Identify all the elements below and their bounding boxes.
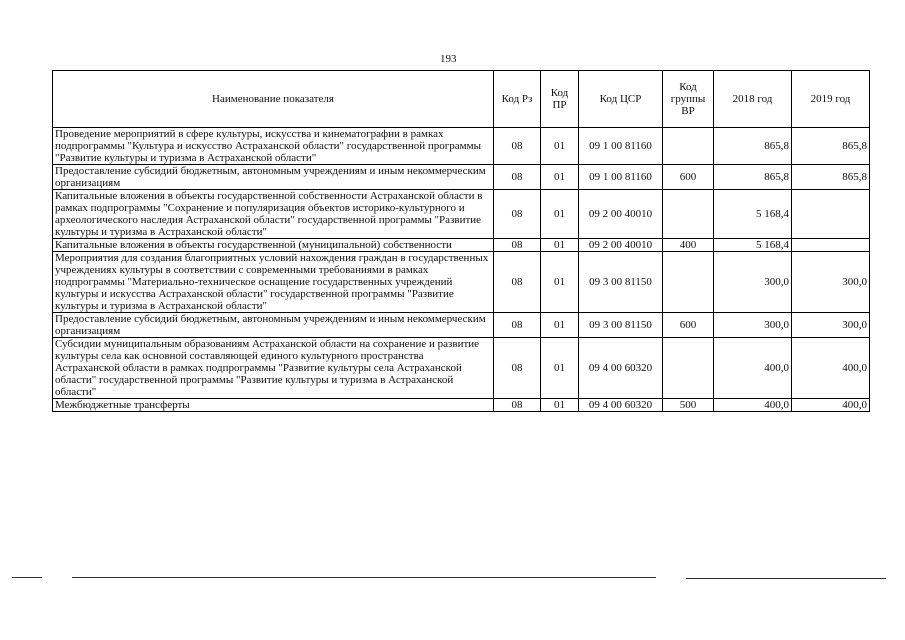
header-csr: Код ЦСР [579,71,663,128]
cell-csr: 09 4 00 60320 [579,399,663,412]
cell-vr [663,252,714,313]
cell-pr: 01 [541,165,579,190]
cell-2019: 300,0 [792,313,870,338]
cell-name: Предоставление субсидий бюджетным, автономным учреждениям и иным некоммерческим организациям [53,313,494,338]
header-name: Наименование показателя [53,71,494,128]
cell-2018: 300,0 [714,252,792,313]
cell-pr: 01 [541,399,579,412]
footer-rule-main [72,577,656,578]
cell-2018: 400,0 [714,338,792,399]
cell-vr: 400 [663,239,714,252]
header-rz: Код Рз [494,71,541,128]
table-row [53,165,870,190]
cell-2019: 865,8 [792,165,870,190]
cell-csr: 09 3 00 81150 [579,313,663,338]
cell-rz: 08 [494,128,541,165]
cell-name: Межбюджетные трансферты [53,399,494,412]
cell-vr: 600 [663,313,714,338]
table-row [53,252,870,313]
page-number: 193 [440,53,457,65]
table-row [53,313,870,338]
cell-pr: 01 [541,338,579,399]
cell-2018: 865,8 [714,128,792,165]
cell-csr: 09 3 00 81150 [579,252,663,313]
cell-2019: 400,0 [792,338,870,399]
cell-rz: 08 [494,399,541,412]
cell-vr [663,128,714,165]
header-2018: 2018 год [714,71,792,128]
cell-vr: 500 [663,399,714,412]
cell-2018: 400,0 [714,399,792,412]
header-vr: Код группы ВР [663,71,714,128]
cell-rz: 08 [494,190,541,239]
table-row [53,128,870,165]
cell-2018: 865,8 [714,165,792,190]
cell-csr: 09 2 00 40010 [579,190,663,239]
table-row [53,338,870,399]
header-row [53,71,870,128]
cell-rz: 08 [494,338,541,399]
cell-name: Проведение мероприятий в сфере культуры, искусства и кинематографии в рамках подпрограммы "Культура и искусство Астраханской области" государственной программы "Развитие культуры и туризма в Астраханской области" [53,128,494,165]
cell-name: Капитальные вложения в объекты государственной собственности Астраханской области в рамках подпрограммы "Сохранение и популяризация объектов историко-культурного и археологического наследия Астраханской области" государственной программы "Развитие культуры и туризма в Астраханской области" [53,190,494,239]
cell-csr: 09 2 00 40010 [579,239,663,252]
cell-rz: 08 [494,165,541,190]
header-2019: 2019 год [792,71,870,128]
budget-table [52,70,870,412]
cell-2018: 5 168,4 [714,239,792,252]
cell-2019: 400,0 [792,399,870,412]
cell-rz: 08 [494,239,541,252]
cell-2019: 865,8 [792,128,870,165]
cell-name: Мероприятия для создания благоприятных условий нахождения граждан в государственных учреждениях культуры в соответствии с современными требованиями в рамках подпрограммы "Материально-техническое оснащение государственных учреждений культуры и искусства Астраханской области" государственной программы "Развитие культуры и туризма в Астраханской области" [53,252,494,313]
footer-rule-left [12,577,42,578]
cell-name: Капитальные вложения в объекты государственной (муниципальной) собственности [53,239,494,252]
cell-pr: 01 [541,128,579,165]
cell-pr: 01 [541,190,579,239]
cell-2019 [792,239,870,252]
footer-rule-right [686,578,886,579]
cell-csr: 09 1 00 81160 [579,165,663,190]
cell-csr: 09 1 00 81160 [579,128,663,165]
cell-pr: 01 [541,239,579,252]
cell-2019 [792,190,870,239]
cell-name: Субсидии муниципальным образованиям Астраханской области на сохранение и развитие культуры села как основной составляющей единого культурного пространства Астраханской области в рамках подпрограммы "Развитие культуры села Астраханской области" государственной программы "Развитие культуры и туризма в Астраханской области" [53,338,494,399]
cell-pr: 01 [541,313,579,338]
table-row [53,190,870,239]
cell-vr: 600 [663,165,714,190]
table-row [53,399,870,412]
cell-2019: 300,0 [792,252,870,313]
cell-pr: 01 [541,252,579,313]
cell-2018: 300,0 [714,313,792,338]
cell-rz: 08 [494,313,541,338]
cell-vr [663,338,714,399]
cell-vr [663,190,714,239]
cell-2018: 5 168,4 [714,190,792,239]
cell-rz: 08 [494,252,541,313]
table-row [53,239,870,252]
cell-name: Предоставление субсидий бюджетным, автономным учреждениям и иным некоммерческим организациям [53,165,494,190]
header-pr: Код ПР [541,71,579,128]
cell-csr: 09 4 00 60320 [579,338,663,399]
